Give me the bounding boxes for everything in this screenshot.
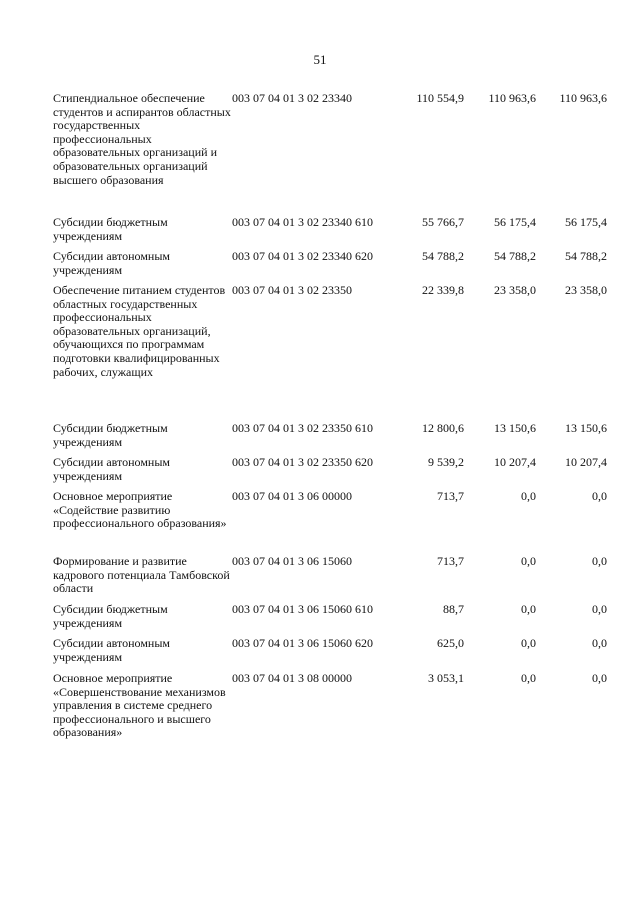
row-value-1: 713,7 [437, 489, 464, 503]
row-value-3: 0,0 [592, 636, 607, 650]
row-value-3: 54 788,2 [565, 249, 607, 263]
row-value-2: 56 175,4 [494, 215, 536, 229]
row-code: 003 07 04 01 3 02 23350 610 [232, 421, 373, 435]
row-code: 003 07 04 01 3 02 23350 [232, 283, 352, 297]
row-value-1: 12 800,6 [422, 421, 464, 435]
row-value-3: 0,0 [592, 671, 607, 685]
row-code: 003 07 04 01 3 06 00000 [232, 489, 352, 503]
row-name: Субсидии бюджетным учреждениям [53, 602, 168, 630]
row-value-2: 0,0 [521, 554, 536, 568]
row-value-2: 0,0 [521, 602, 536, 616]
row-value-2: 0,0 [521, 489, 536, 503]
row-value-2: 10 207,4 [494, 455, 536, 469]
row-value-2: 13 150,6 [494, 421, 536, 435]
row-value-3: 10 207,4 [565, 455, 607, 469]
row-value-3: 0,0 [592, 489, 607, 503]
row-value-3: 0,0 [592, 554, 607, 568]
row-value-3: 56 175,4 [565, 215, 607, 229]
row-code: 003 07 04 01 3 02 23340 [232, 91, 352, 105]
row-value-1: 22 339,8 [422, 283, 464, 297]
row-value-1: 625,0 [437, 636, 464, 650]
row-code: 003 07 04 01 3 02 23340 610 [232, 215, 373, 229]
row-code: 003 07 04 01 3 08 00000 [232, 671, 352, 685]
row-value-1: 110 554,9 [416, 91, 464, 105]
row-name: Субсидии бюджетным учреждениям [53, 215, 168, 243]
row-value-2: 0,0 [521, 671, 536, 685]
row-name: Обеспечение питанием студентов областных государственных профессиональных образовательных организаций, обучающихся по программам подготовки квалифицированных рабочих, служащих [53, 283, 226, 379]
row-value-1: 713,7 [437, 554, 464, 568]
row-value-1: 3 053,1 [428, 671, 464, 685]
row-name: Субсидии автономным учреждениям [53, 455, 170, 483]
row-value-2: 23 358,0 [494, 283, 536, 297]
row-name: Субсидии автономным учреждениям [53, 249, 170, 277]
row-name: Основное мероприятие «Содействие развитию профессионального образования» [53, 489, 227, 531]
row-value-3: 0,0 [592, 602, 607, 616]
row-name: Формирование и развитие кадрового потенциала Тамбовской области [53, 554, 230, 596]
row-value-3: 13 150,6 [565, 421, 607, 435]
page-number: 51 [313, 52, 327, 67]
row-value-1: 55 766,7 [422, 215, 464, 229]
row-value-3: 110 963,6 [559, 91, 607, 105]
row-name: Субсидии автономным учреждениям [53, 636, 170, 664]
row-value-2: 54 788,2 [494, 249, 536, 263]
row-value-1: 9 539,2 [428, 455, 464, 469]
row-code: 003 07 04 01 3 02 23340 620 [232, 249, 373, 263]
row-code: 003 07 04 01 3 06 15060 610 [232, 602, 373, 616]
row-value-2: 110 963,6 [488, 91, 536, 105]
row-value-2: 0,0 [521, 636, 536, 650]
row-name: Субсидии бюджетным учреждениям [53, 421, 168, 449]
row-name: Основное мероприятие «Совершенствование механизмов управления в системе среднего профессионального и высшего образования» [53, 671, 226, 740]
row-code: 003 07 04 01 3 02 23350 620 [232, 455, 373, 469]
row-value-1: 54 788,2 [422, 249, 464, 263]
row-name: Стипендиальное обеспечение студентов и аспирантов областных государственных профессиональных образовательных организаций и образовательных организаций высшего образования [53, 91, 231, 187]
row-code: 003 07 04 01 3 06 15060 [232, 554, 352, 568]
row-value-1: 88,7 [443, 602, 464, 616]
row-code: 003 07 04 01 3 06 15060 620 [232, 636, 373, 650]
row-value-3: 23 358,0 [565, 283, 607, 297]
